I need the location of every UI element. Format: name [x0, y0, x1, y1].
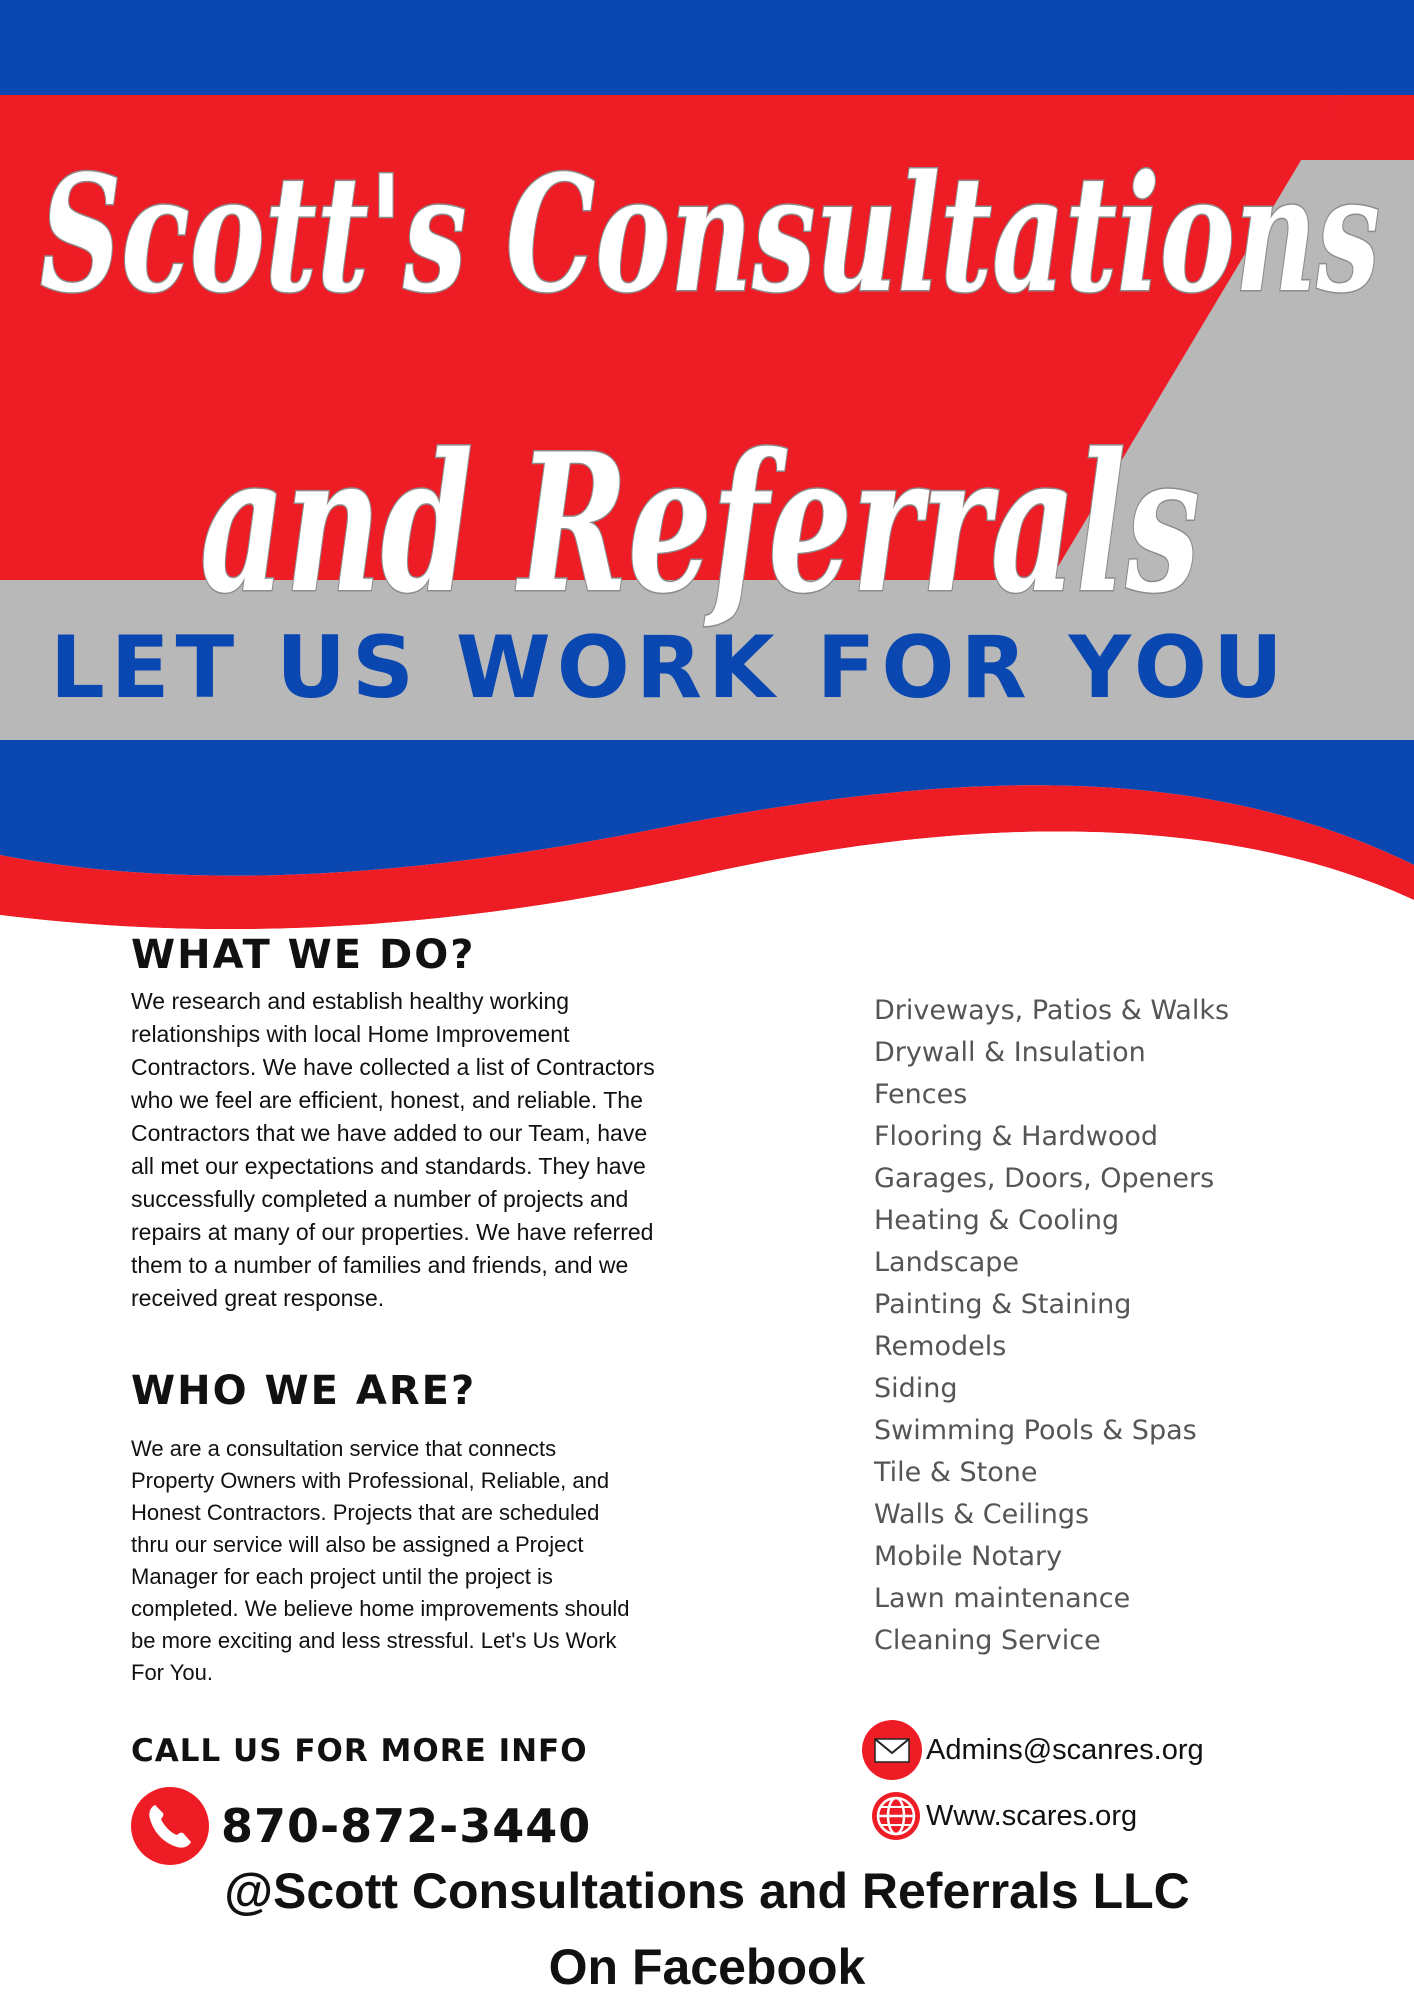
brand-title-line2: and Referrals [200, 412, 1200, 635]
service-item: Mobile Notary [874, 1541, 1063, 1572]
service-item: Lawn maintenance [874, 1583, 1131, 1614]
service-item: Cleaning Service [874, 1625, 1101, 1656]
service-item: Drywall & Insulation [874, 1037, 1146, 1068]
email-row[interactable] [862, 1720, 1204, 1780]
service-item: Garages, Doors, Openers [874, 1163, 1215, 1194]
website-row[interactable] [870, 1790, 1137, 1842]
who-we-are-heading: WHO WE ARE? [131, 1368, 477, 1414]
what-we-do-text [131, 985, 671, 1315]
phone-row[interactable] [131, 1787, 591, 1865]
mail-icon [862, 1720, 922, 1780]
who-we-are-paragraph: We are a consultation service that connects Property Owners with Professional, Reliable, and Honest Contractors. Projects that are scheduled thru our service will also be assigned a Project Manager for each project until the project is completed. We believe home improvements should be more exciting and less stressful. Let's Us Work For You. [131, 1436, 630, 1685]
facebook-label: On Facebook [548, 1939, 866, 1995]
service-item: Fences [874, 1079, 968, 1110]
globe-www-icon [870, 1790, 922, 1842]
call-heading: CALL US FOR MORE INFO [131, 1733, 588, 1769]
service-item: Siding [874, 1373, 958, 1404]
service-item: Painting & Staining [874, 1289, 1132, 1320]
service-item: Landscape [874, 1247, 1020, 1278]
phone-number[interactable]: 870-872-3440 [221, 1799, 592, 1853]
brand-title-line1: Scott's Consultations [40, 140, 1380, 328]
tagline: LET US WORK FOR YOU [50, 618, 1289, 718]
phone-icon [131, 1787, 209, 1865]
facebook-handle[interactable]: @Scott Consultations and Referrals LLC [224, 1863, 1190, 1919]
header-banner [0, 0, 1414, 930]
what-we-do-paragraph: We research and establish healthy working relationships with local Home Improvement Contractors. We have collected a list of Contractors who we feel are efficient, honest, and reliable. The Contractors that we have added to our Team, have all met our expectations and standards. They have successfully completed a number of projects and repairs at many of our properties. We have referred them to a number of families and friends, and we received great response. [131, 988, 655, 1311]
service-item: Swimming Pools & Spas [874, 1415, 1197, 1446]
service-item: Remodels [874, 1331, 1007, 1362]
service-item: Tile & Stone [874, 1457, 1038, 1488]
email-link[interactable]: Admins@scanres.org [926, 1733, 1204, 1766]
service-item: Driveways, Patios & Walks [874, 995, 1230, 1026]
what-we-do-heading: WHAT WE DO? [131, 932, 476, 978]
service-item: Walls & Ceilings [874, 1499, 1090, 1530]
services-list [874, 990, 1344, 1662]
website-link[interactable]: Www.scares.org [926, 1799, 1138, 1832]
service-item: Heating & Cooling [874, 1205, 1120, 1236]
service-item: Flooring & Hardwood [874, 1121, 1159, 1152]
who-we-are-text [131, 1433, 631, 1689]
